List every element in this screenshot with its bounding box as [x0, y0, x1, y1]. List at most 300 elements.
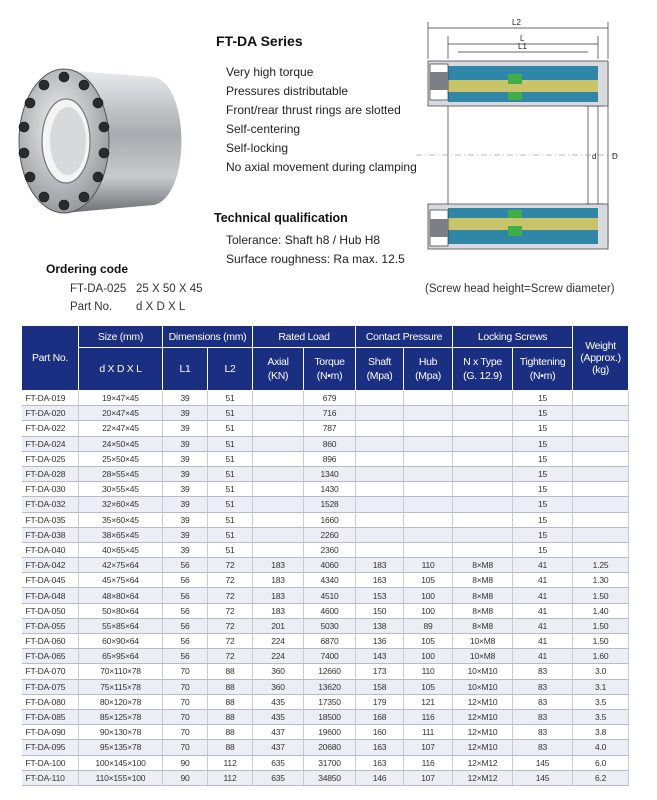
table-cell: 163: [356, 740, 404, 755]
table-row: [22, 573, 629, 588]
table-cell: [453, 466, 513, 481]
table-cell: [453, 542, 513, 557]
table-row: [22, 679, 629, 694]
table-cell: 116: [404, 755, 453, 770]
table-cell: 1528: [304, 497, 356, 512]
table-cell: 8×M8: [453, 573, 513, 588]
table-cell: 30×55×45: [79, 482, 163, 497]
table-cell: 10×M10: [453, 664, 513, 679]
table-cell: 51: [208, 451, 253, 466]
table-cell: [453, 391, 513, 406]
table-cell: 95×135×78: [79, 740, 163, 755]
table-cell: 56: [163, 603, 208, 618]
table-cell: 112: [208, 755, 253, 770]
part-number-cell: FT-DA-110: [22, 770, 79, 785]
technical-qualification-heading: Technical qualification: [214, 211, 348, 225]
table-cell: 70: [163, 709, 208, 724]
header-rated-load: Rated Load: [253, 326, 356, 348]
table-cell: 32×60×45: [79, 497, 163, 512]
part-number-cell: FT-DA-019: [22, 391, 79, 406]
table-row: [22, 436, 629, 451]
table-cell: 15: [513, 482, 573, 497]
table-cell: 635: [253, 770, 304, 785]
table-row: [22, 634, 629, 649]
table-cell: 70: [163, 664, 208, 679]
table-cell: [356, 406, 404, 421]
table-cell: 143: [356, 649, 404, 664]
table-cell: 360: [253, 664, 304, 679]
table-row: [22, 497, 629, 512]
table-cell: 10×M8: [453, 634, 513, 649]
table-cell: 145: [513, 770, 573, 785]
feature-item: Self-centering: [226, 122, 301, 136]
table-cell: [573, 512, 629, 527]
table-cell: 15: [513, 391, 573, 406]
table-cell: 183: [253, 588, 304, 603]
part-number-cell: FT-DA-025: [22, 451, 79, 466]
table-cell: 70: [163, 679, 208, 694]
table-cell: 360: [253, 679, 304, 694]
table-cell: 88: [208, 725, 253, 740]
table-cell: [453, 421, 513, 436]
table-subheader-row: [22, 348, 629, 391]
table-cell: [356, 466, 404, 481]
table-cell: [253, 512, 304, 527]
table-cell: [253, 451, 304, 466]
table-cell: 83: [513, 725, 573, 740]
part-no-format: d X D X L: [136, 301, 186, 313]
table-cell: 15: [513, 542, 573, 557]
table-cell: [573, 466, 629, 481]
table-cell: 6870: [304, 634, 356, 649]
table-row: [22, 588, 629, 603]
part-number-cell: FT-DA-032: [22, 497, 79, 512]
table-cell: 1660: [304, 512, 356, 527]
label-l: L: [520, 34, 525, 43]
table-cell: 35×60×45: [79, 512, 163, 527]
feature-item: Self-locking: [226, 141, 289, 155]
table-cell: [253, 406, 304, 421]
locking-assembly-photo: [14, 55, 194, 225]
table-cell: 90: [163, 770, 208, 785]
table-cell: 48×80×64: [79, 588, 163, 603]
table-cell: 160: [356, 725, 404, 740]
part-number-cell: FT-DA-065: [22, 649, 79, 664]
table-cell: 80×120×78: [79, 694, 163, 709]
table-cell: 1.50: [573, 634, 629, 649]
table-cell: 8×M8: [453, 558, 513, 573]
table-cell: 51: [208, 406, 253, 421]
table-cell: [356, 421, 404, 436]
table-cell: 2260: [304, 527, 356, 542]
table-cell: 42×75×64: [79, 558, 163, 573]
header-l2: L2: [208, 348, 253, 391]
table-cell: 41: [513, 558, 573, 573]
table-cell: [356, 451, 404, 466]
table-cell: 56: [163, 649, 208, 664]
table-cell: 787: [304, 421, 356, 436]
part-number-cell: FT-DA-030: [22, 482, 79, 497]
table-cell: 55×85×64: [79, 618, 163, 633]
features-list: [226, 63, 417, 177]
table-cell: 100×145×100: [79, 755, 163, 770]
table-cell: [404, 391, 453, 406]
table-cell: [573, 421, 629, 436]
table-cell: 60×90×64: [79, 634, 163, 649]
table-cell: [253, 391, 304, 406]
table-cell: 50×80×64: [79, 603, 163, 618]
table-cell: 435: [253, 694, 304, 709]
feature-item: No axial movement during clamping: [226, 160, 417, 174]
table-cell: 183: [356, 558, 404, 573]
header-l1: L1: [163, 348, 208, 391]
table-cell: [453, 406, 513, 421]
table-cell: [253, 436, 304, 451]
table-cell: [573, 497, 629, 512]
table-row: [22, 466, 629, 481]
table-cell: 15: [513, 527, 573, 542]
header-size: Size (mm): [79, 326, 163, 348]
table-cell: [404, 512, 453, 527]
feature-item: Very high torque: [226, 65, 314, 79]
table-cell: 15: [513, 406, 573, 421]
table-cell: 70: [163, 694, 208, 709]
table-cell: [573, 542, 629, 557]
table-cell: 12×M10: [453, 709, 513, 724]
table-cell: 437: [253, 740, 304, 755]
table-cell: 3.8: [573, 725, 629, 740]
table-cell: [453, 482, 513, 497]
part-number-cell: FT-DA-050: [22, 603, 79, 618]
table-cell: 15: [513, 497, 573, 512]
table-cell: 25×50×45: [79, 451, 163, 466]
screw-marker: [508, 74, 522, 84]
table-cell: [453, 527, 513, 542]
table-cell: 4340: [304, 573, 356, 588]
table-cell: 6.0: [573, 755, 629, 770]
table-cell: 41: [513, 603, 573, 618]
table-cell: 635: [253, 755, 304, 770]
part-number-cell: FT-DA-060: [22, 634, 79, 649]
table-cell: 136: [356, 634, 404, 649]
table-cell: [404, 497, 453, 512]
table-cell: 8×M8: [453, 618, 513, 633]
cone-ring: [448, 66, 598, 80]
table-cell: 20×47×45: [79, 406, 163, 421]
table-cell: 4.0: [573, 740, 629, 755]
label-l2: L2: [512, 18, 521, 27]
part-number-cell: FT-DA-042: [22, 558, 79, 573]
table-cell: 4600: [304, 603, 356, 618]
table-cell: 105: [404, 679, 453, 694]
header-dimensions: Dimensions (mm): [163, 326, 253, 348]
label-D: D: [612, 152, 618, 161]
header-tightening: Tightening (N•m): [513, 348, 573, 391]
table-cell: 51: [208, 527, 253, 542]
table-cell: 10×M10: [453, 679, 513, 694]
table-cell: 105: [404, 634, 453, 649]
table-cell: 3.5: [573, 709, 629, 724]
table-cell: 83: [513, 664, 573, 679]
table-cell: 39: [163, 436, 208, 451]
table-cell: 15: [513, 512, 573, 527]
table-row: [22, 618, 629, 633]
table-cell: 70: [163, 725, 208, 740]
table-cell: 72: [208, 558, 253, 573]
part-number-cell: FT-DA-090: [22, 725, 79, 740]
table-cell: 51: [208, 482, 253, 497]
table-cell: 163: [356, 755, 404, 770]
table-cell: [404, 451, 453, 466]
header-contact-pressure: Contact Pressure: [356, 326, 453, 348]
table-cell: 72: [208, 634, 253, 649]
table-cell: 150: [356, 603, 404, 618]
table-cell: [253, 497, 304, 512]
table-cell: [573, 451, 629, 466]
table-cell: 39: [163, 512, 208, 527]
table-cell: [253, 466, 304, 481]
table-cell: [356, 527, 404, 542]
table-header-row: [22, 326, 629, 348]
part-number-cell: FT-DA-040: [22, 542, 79, 557]
table-cell: [253, 542, 304, 557]
table-cell: 18500: [304, 709, 356, 724]
table-cell: [573, 527, 629, 542]
header-hub: Hub (Mpa): [404, 348, 453, 391]
part-number-cell: FT-DA-038: [22, 527, 79, 542]
ordering-code-heading: Ordering code: [46, 262, 129, 276]
part-number-cell: FT-DA-075: [22, 679, 79, 694]
part-number-cell: FT-DA-080: [22, 694, 79, 709]
table-cell: [404, 421, 453, 436]
table-cell: 56: [163, 558, 208, 573]
table-cell: [453, 436, 513, 451]
table-cell: 56: [163, 634, 208, 649]
table-cell: 39: [163, 406, 208, 421]
table-cell: 19×47×45: [79, 391, 163, 406]
table-cell: 72: [208, 573, 253, 588]
part-number-cell: FT-DA-095: [22, 740, 79, 755]
table-row: [22, 421, 629, 436]
table-cell: 70×110×78: [79, 664, 163, 679]
feature-item: Front/rear thrust rings are slotted: [226, 103, 401, 117]
label-l1: L1: [518, 42, 527, 51]
table-cell: [404, 466, 453, 481]
table-cell: 39: [163, 451, 208, 466]
table-cell: 24×50×45: [79, 436, 163, 451]
header-locking-screws: Locking Screws: [453, 326, 573, 348]
header-n-type: N x Type (G. 12.9): [453, 348, 513, 391]
part-number-cell: FT-DA-035: [22, 512, 79, 527]
ordering-example-size: 25 X 50 X 45: [136, 283, 203, 295]
technical-item: Tolerance: Shaft h8 / Hub H8: [226, 233, 381, 247]
table-cell: [404, 436, 453, 451]
table-cell: 88: [208, 694, 253, 709]
table-cell: [573, 406, 629, 421]
thrust-ring: [448, 80, 598, 92]
table-cell: 19600: [304, 725, 356, 740]
table-cell: 6.2: [573, 770, 629, 785]
part-number-cell: FT-DA-024: [22, 436, 79, 451]
table-cell: 1.30: [573, 573, 629, 588]
header-axial: Axial (KN): [253, 348, 304, 391]
table-cell: 1.25: [573, 558, 629, 573]
table-cell: 41: [513, 588, 573, 603]
table-cell: [573, 436, 629, 451]
table-cell: 39: [163, 391, 208, 406]
table-cell: 183: [253, 603, 304, 618]
table-cell: 437: [253, 725, 304, 740]
header-shaft: Shaft (Mpa): [356, 348, 404, 391]
table-cell: 224: [253, 649, 304, 664]
table-cell: 51: [208, 497, 253, 512]
table-row: [22, 482, 629, 497]
table-row: [22, 512, 629, 527]
table-cell: 34850: [304, 770, 356, 785]
table-cell: 83: [513, 694, 573, 709]
table-cell: 41: [513, 618, 573, 633]
header-weight: Weight (Approx.) (kg): [573, 326, 629, 391]
table-cell: 1.60: [573, 649, 629, 664]
table-cell: 111: [404, 725, 453, 740]
table-cell: 83: [513, 740, 573, 755]
table-cell: 41: [513, 634, 573, 649]
part-number-cell: FT-DA-070: [22, 664, 79, 679]
table-cell: 88: [208, 740, 253, 755]
table-cell: 716: [304, 406, 356, 421]
table-cell: [573, 391, 629, 406]
table-row: [22, 770, 629, 785]
part-number-cell: FT-DA-045: [22, 573, 79, 588]
table-cell: 51: [208, 436, 253, 451]
ordering-example-row: [70, 280, 203, 298]
table-cell: 12×M10: [453, 725, 513, 740]
table-row: [22, 755, 629, 770]
table-cell: 138: [356, 618, 404, 633]
table-cell: 4060: [304, 558, 356, 573]
table-cell: 88: [208, 664, 253, 679]
table-row: [22, 406, 629, 421]
table-cell: 88: [208, 679, 253, 694]
table-cell: 28×55×45: [79, 466, 163, 481]
table-row: [22, 558, 629, 573]
table-cell: [404, 527, 453, 542]
table-cell: [453, 497, 513, 512]
table-cell: [404, 406, 453, 421]
table-row: [22, 664, 629, 679]
table-row: [22, 451, 629, 466]
table-cell: 110: [404, 558, 453, 573]
table-cell: 100: [404, 588, 453, 603]
table-cell: 110: [404, 664, 453, 679]
table-cell: 1.50: [573, 618, 629, 633]
table-cell: 8×M8: [453, 588, 513, 603]
table-cell: 45×75×64: [79, 573, 163, 588]
table-cell: 224: [253, 634, 304, 649]
table-cell: 51: [208, 466, 253, 481]
table-cell: 89: [404, 618, 453, 633]
part-number-cell: FT-DA-055: [22, 618, 79, 633]
table-cell: 88: [208, 709, 253, 724]
table-cell: 12×M12: [453, 755, 513, 770]
table-cell: 17350: [304, 694, 356, 709]
ordering-format-row: [70, 298, 203, 316]
technical-item: Surface roughness: Ra max. 12.5: [226, 252, 405, 266]
table-cell: 72: [208, 588, 253, 603]
table-cell: 163: [356, 573, 404, 588]
table-cell: 173: [356, 664, 404, 679]
table-cell: 183: [253, 558, 304, 573]
table-cell: 1340: [304, 466, 356, 481]
table-cell: 90×130×78: [79, 725, 163, 740]
table-cell: 56: [163, 573, 208, 588]
table-cell: [356, 391, 404, 406]
header-size-format: d X D X L: [79, 348, 163, 391]
table-row: [22, 740, 629, 755]
table-cell: 72: [208, 618, 253, 633]
table-row: [22, 649, 629, 664]
table-cell: 112: [208, 770, 253, 785]
part-number-cell: FT-DA-028: [22, 466, 79, 481]
table-cell: 75×115×78: [79, 679, 163, 694]
table-cell: 12×M10: [453, 740, 513, 755]
cross-section-drawing: [408, 14, 623, 269]
table-cell: [356, 482, 404, 497]
table-cell: 20680: [304, 740, 356, 755]
series-title: FT-DA Series: [216, 33, 303, 49]
part-number-cell: FT-DA-100: [22, 755, 79, 770]
table-row: [22, 527, 629, 542]
part-number-cell: FT-DA-020: [22, 406, 79, 421]
table-cell: 39: [163, 482, 208, 497]
table-cell: 85×125×78: [79, 709, 163, 724]
part-number-cell: FT-DA-022: [22, 421, 79, 436]
table-cell: 1.50: [573, 588, 629, 603]
table-cell: [253, 482, 304, 497]
table-cell: 72: [208, 603, 253, 618]
table-cell: 39: [163, 466, 208, 481]
table-cell: 100: [404, 649, 453, 664]
table-cell: [356, 542, 404, 557]
table-cell: 83: [513, 679, 573, 694]
table-cell: 39: [163, 497, 208, 512]
ordering-code-block: [70, 280, 203, 316]
table-cell: 65×95×64: [79, 649, 163, 664]
table-cell: 1.40: [573, 603, 629, 618]
table-cell: 121: [404, 694, 453, 709]
table-cell: 51: [208, 512, 253, 527]
table-cell: 15: [513, 466, 573, 481]
table-cell: 41: [513, 649, 573, 664]
table-cell: 15: [513, 451, 573, 466]
table-cell: 15: [513, 421, 573, 436]
table-cell: 860: [304, 436, 356, 451]
table-cell: 8×M8: [453, 603, 513, 618]
table-cell: 105: [404, 573, 453, 588]
ordering-example-code: FT-DA-025: [70, 283, 127, 295]
table-cell: 39: [163, 542, 208, 557]
table-cell: 201: [253, 618, 304, 633]
table-cell: 15: [513, 436, 573, 451]
table-cell: 39: [163, 527, 208, 542]
table-row: [22, 694, 629, 709]
table-cell: 153: [356, 588, 404, 603]
table-cell: 183: [253, 573, 304, 588]
table-cell: 22×47×45: [79, 421, 163, 436]
table-cell: [253, 527, 304, 542]
table-cell: 40×65×45: [79, 542, 163, 557]
table-cell: 2360: [304, 542, 356, 557]
